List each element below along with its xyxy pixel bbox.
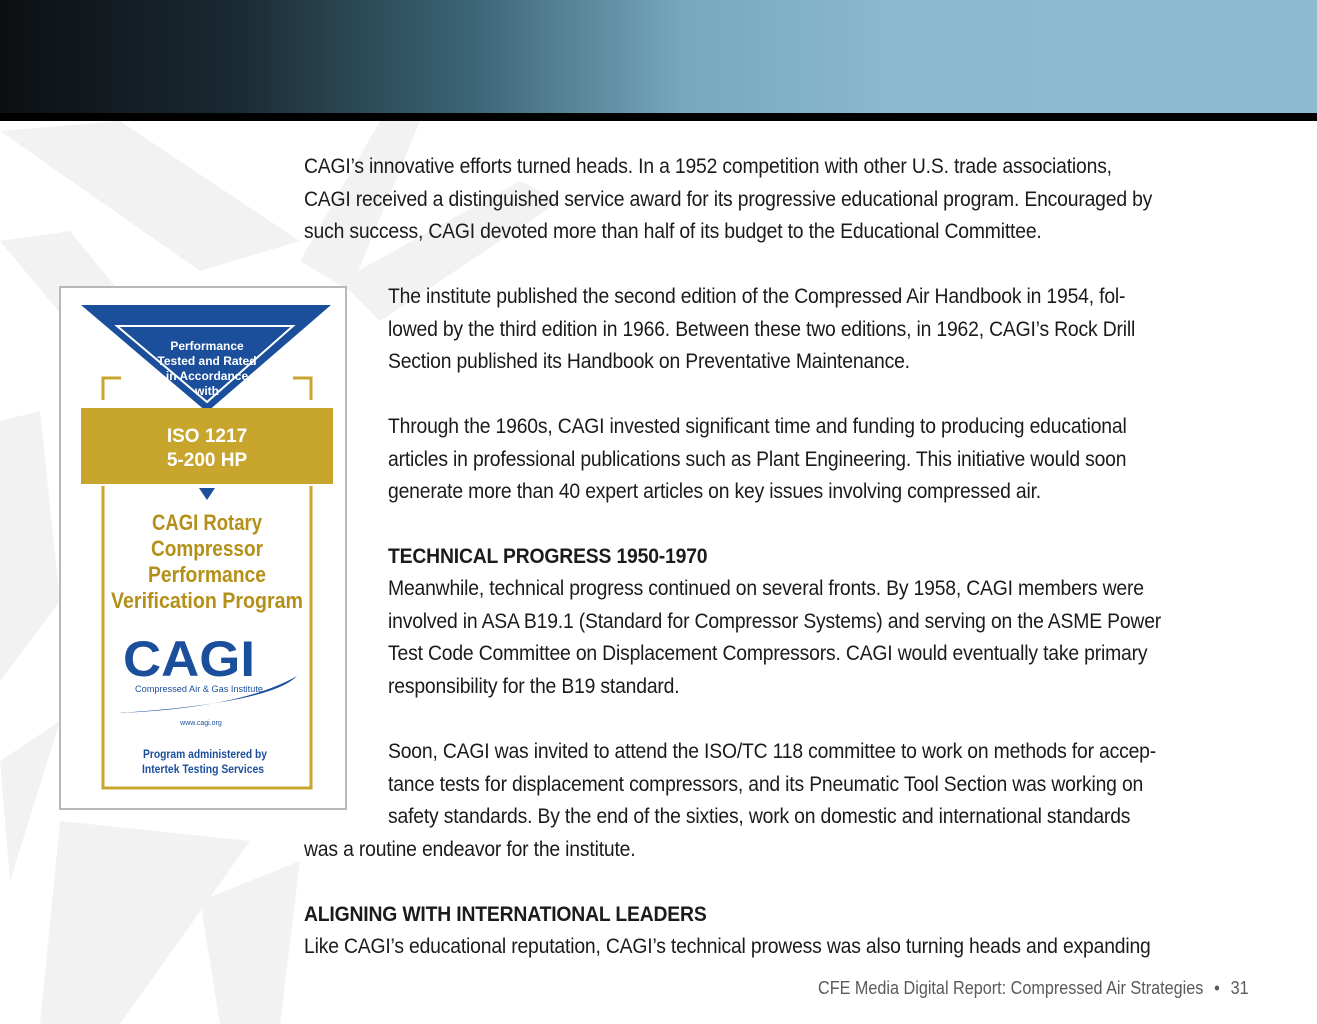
articles-paragraph [388,410,1127,508]
paragraph-line: Test Code Committee on Displacement Compressors. CAGI would eventually take primary [388,641,1148,665]
technical-progress-paragraph [388,572,1161,702]
paragraph-line: Through the 1960s, CAGI invested significant time and funding to producing educational [388,414,1127,438]
cagi-logo-text: CAGI [123,631,255,687]
section-heading-international-leaders: ALIGNING WITH INTERNATIONAL LEADERS [304,902,707,926]
badge-iso-line: 5-200 HP [166,450,248,471]
badge-admin-line: Program administered by [143,747,268,761]
cagi-logo-subtitle: Compressed Air & Gas Institute [135,684,263,694]
paragraph-line: generate more than 40 expert articles on key issues involving compressed air. [388,479,1041,503]
badge-program-line: CAGI Rotary [152,510,263,535]
badge-program-line: Performance [148,562,266,587]
badge-triangle-line: in Accordance [165,369,249,383]
footer-bullet: • [1214,978,1220,998]
section-heading-technical-progress: TECHNICAL PROGRESS 1950-1970 [388,544,708,568]
paragraph-line: tance tests for displacement compressors, and its Pneumatic Tool Section was working on [388,771,1144,796]
badge-iso-line: ISO 1217 [166,426,248,447]
page-number: 31 [1230,978,1249,998]
intro-line: CAGI received a distinguished service award for its progressive educational program. Encouraged by [304,186,1153,211]
paragraph-line: Like CAGI’s educational reputation, CAGI’s technical prowess was also turning heads and expanding [304,934,1151,958]
paragraph-line: was a routine endeavor for the institute. [304,837,636,861]
page-footer [818,978,1249,999]
badge-admin-line: Intertek Testing Services [142,762,265,776]
paragraph-line: involved in ASA B19.1 (Standard for Compressor Systems) and serving on the ASME Power [388,608,1162,633]
paragraph-line: articles in professional publications such as Plant Engineering. This initiative would soon [388,446,1127,471]
handbook-paragraph [388,280,1135,378]
paragraph-line: lowed by the third edition in 1966. Between these two editions, in 1962, CAGI’s Rock Drill [388,316,1136,341]
header-banner [0,0,1317,113]
down-arrow-icon [199,488,215,500]
cagi-verification-badge [59,286,347,810]
paragraph-line: Section published its Handbook on Preventative Maintenance. [388,349,910,373]
intro-line: CAGI’s innovative efforts turned heads. In a 1952 competition with other U.S. trade associations, [304,154,1112,178]
intro-line: such success, CAGI devoted more than half of its budget to the Educational Committee. [304,219,1042,243]
badge-triangle-line: Tested and Rated [157,354,257,368]
badge-triangle-line: with [195,384,219,398]
badge-program-line: Compressor [151,536,264,561]
badge-program-line: Verification Program [111,588,303,613]
paragraph-line: The institute published the second edition of the Compressed Air Handbook in 1954, fol- [388,284,1126,308]
badge-triangle-line: Performance [170,339,244,353]
iso-committee-paragraph [388,735,1156,833]
paragraph-line: Soon, CAGI was invited to attend the ISO/TC 118 committee to work on methods for accep- [388,739,1157,763]
intro-paragraph [304,150,1152,248]
paragraph-line: Meanwhile, technical progress continued on several fronts. By 1958, CAGI members were [388,576,1144,600]
footer-publication: CFE Media Digital Report: Compressed Air Strategies [818,978,1204,998]
paragraph-line: safety standards. By the end of the sixties, work on domestic and international standards [388,804,1131,828]
header-rule [0,113,1317,121]
paragraph-line: responsibility for the B19 standard. [388,673,680,698]
badge-website: www.cagi.org [180,720,222,727]
